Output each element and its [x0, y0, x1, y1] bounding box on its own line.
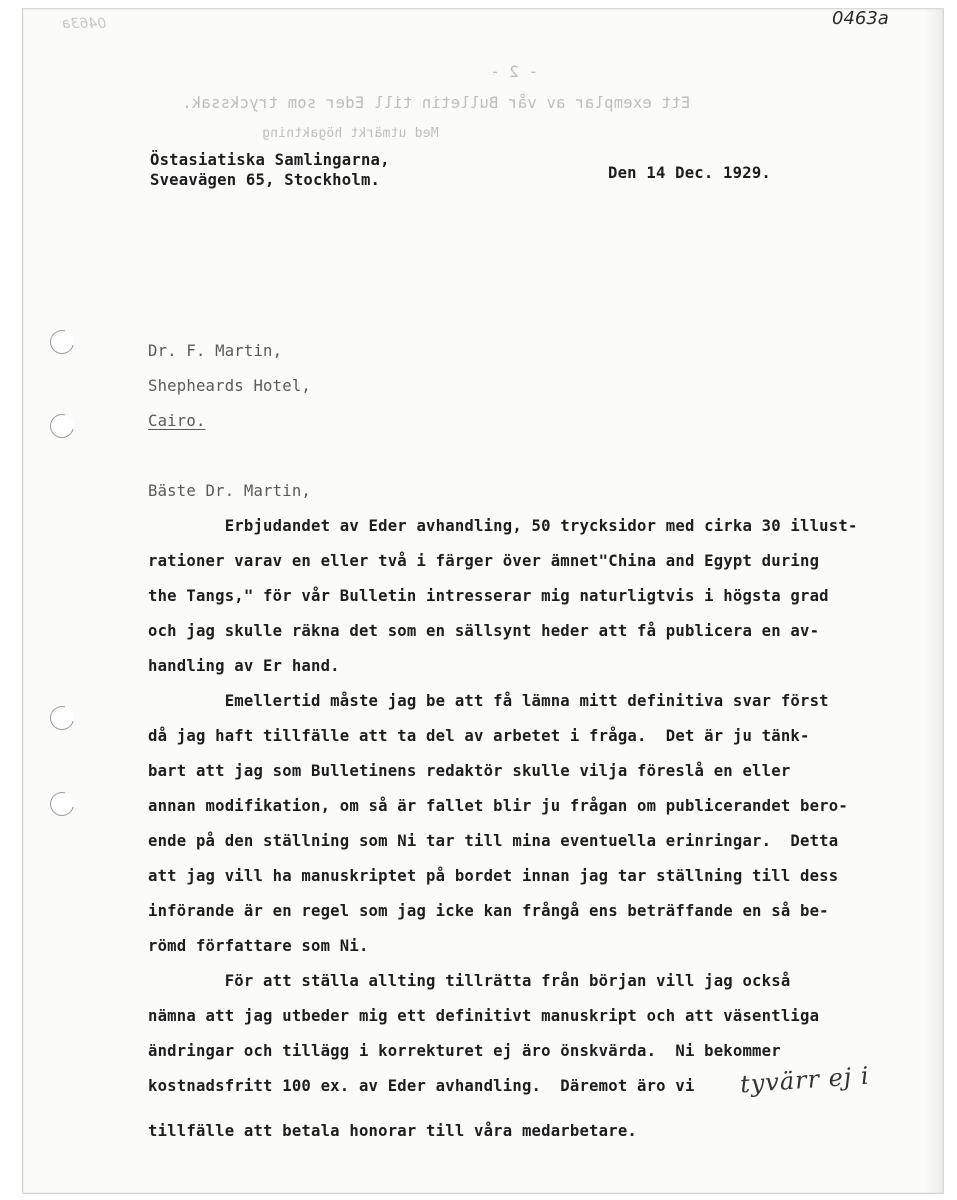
- sender-line-2: Sveavägen 65, Stockholm.: [150, 171, 381, 189]
- body-line: Erbjudandet av Eder avhandling, 50 trycksidor med cirka 30 illust-: [148, 517, 858, 535]
- body-line: då jag haft tillfälle att ta del av arbetet i fråga. Det är ju tänk-: [148, 727, 810, 745]
- bleed-through-line-1: Ett exemplar av vår Bulletin till Eder som tryckssak.: [182, 94, 691, 112]
- archive-number: 0463a: [832, 8, 889, 29]
- letter-date: Den 14 Dec. 1929.: [608, 164, 771, 182]
- body-line: ende på den ställning som Ni tar till mina eventuella erinringar. Detta: [148, 832, 839, 850]
- body-line: römd författare som Ni.: [148, 937, 369, 955]
- body-line: att jag vill ha manuskriptet på bordet innan jag tar ställning till dess: [148, 867, 839, 885]
- mirrored-archive-number: 0463a: [62, 16, 107, 32]
- body-line: handling av Er hand.: [148, 657, 340, 675]
- body-line: annan modifikation, om så är fallet blir ju frågan om publicerandet bero-: [148, 797, 848, 815]
- body-line: För att ställa allting tillrätta från början vill jag också: [148, 972, 791, 990]
- body-line: the Tangs," för vår Bulletin intresserar mig naturligtvis i högsta grad: [148, 587, 829, 605]
- body-line: rationer varav en eller två i färger över ämnet"China and Egypt during: [148, 552, 820, 570]
- body-line: tillfälle att betala honorar till våra medarbetare.: [148, 1122, 637, 1140]
- body-line: ändringar och tillägg i korrekturet ej äro önskvärda. Ni bekommer: [148, 1042, 781, 1060]
- bleed-through-line-2: Med utmärkt högaktning: [262, 126, 439, 141]
- recipient-city: Cairo.: [148, 412, 206, 430]
- body-line: och jag skulle räkna det som en sällsynt heder att få publicera en av-: [148, 622, 820, 640]
- bleed-through-page-number: - 2 -: [490, 63, 538, 81]
- recipient-name: Dr. F. Martin,: [148, 342, 283, 360]
- recipient-hotel: Shepheards Hotel,: [148, 377, 311, 395]
- handwritten-insertion: tyvärr ej i: [739, 1061, 871, 1099]
- body-line: bart att jag som Bulletinens redaktör skulle vilja föreslå en eller: [148, 762, 791, 780]
- body-line: Emellertid måste jag be att få lämna mitt definitiva svar först: [148, 692, 829, 710]
- body-line: nämna att jag utbeder mig ett definitivt manuskript och att väsentliga: [148, 1007, 820, 1025]
- salutation: Bäste Dr. Martin,: [148, 482, 311, 500]
- page-edge-shadow: [925, 9, 943, 1193]
- body-line: införande är en regel som jag icke kan frångå ens beträffande en så be-: [148, 902, 829, 920]
- sender-line-1: Östasiatiska Samlingarna,: [150, 151, 390, 169]
- body-line: kostnadsfritt 100 ex. av Eder avhandling. Däremot äro vi: [148, 1077, 695, 1095]
